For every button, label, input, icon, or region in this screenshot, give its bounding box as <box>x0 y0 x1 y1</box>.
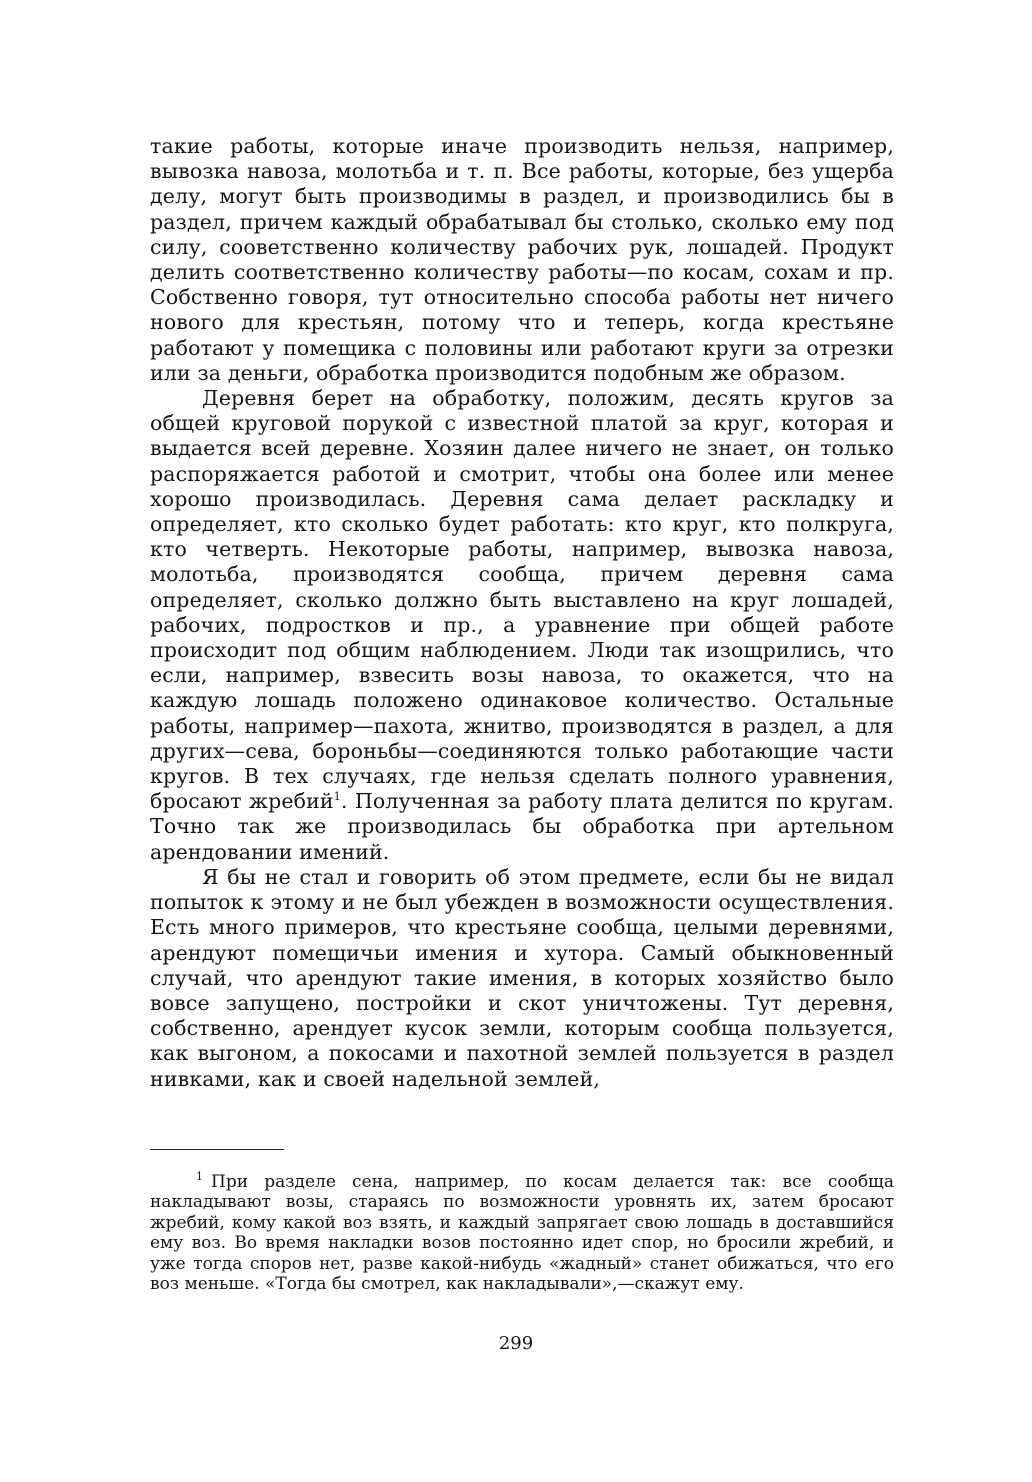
footnote <box>150 1172 894 1294</box>
footnote-reference: 1 <box>333 790 341 804</box>
paragraph-3: Я бы не стал и говорить об этом предмете, если бы не видал попыток к этому и не был убежден в возможности осуществления. Есть много примеров, что крестьяне сообща, целыми деревнями, арендуют помещичьи имения и хутора. Самый обыкновенный случай, что арендуют такие имения, в которых хозяйство было вовсе запущено, постройки и скот уничтожены. Тут деревня, собственно, арендует кусок земли, которым сообща пользуется, как выгоном, а покосами и пахотной землей пользуется в раздел нивками, как и своей надельной землей, <box>150 864 894 1091</box>
page-number: 299 <box>498 1333 534 1354</box>
footnote-mark: 1 <box>196 1170 203 1184</box>
footnote-divider <box>150 1149 284 1150</box>
paragraph-2 <box>150 386 894 865</box>
paragraph-2-part-b: . Полученная за работу плата делится по кругам. Точно так же производилась бы обработка при артельном арендовании имений. <box>150 789 894 864</box>
main-text <box>150 134 894 1092</box>
footnote-paragraph <box>150 1172 894 1294</box>
footnote-text: При разделе сена, например, по косам делается так: все сообща накладывают возы, стараясь по возможности уровнять их, затем бросают жребий, кому какой воз взять, и каждый запрягает свою лошадь в доставшийся ему воз. Во время накладки возов постоянно идет спор, но бросили жребий, и уже тогда споров нет, разве какой-нибудь «жадный» станет обижаться, что его воз меньше. «Тогда бы смотрел, как накладывали»,—скажут ему. <box>150 1172 894 1295</box>
paragraph-2-part-a: Деревня берет на обработку, положим, десять кругов за общей круговой порукой с известной платой за круг, которая и выдается всей деревне. Хозяин далее ничего не знает, он только распоряжается работой и смотрит, чтобы она более или менее хорошо производилась. Деревня сама делает раскладку и определяет, кто сколько будет работать: кто круг, кто полкруга, кто четверть. Некоторые работы, например, вывозка навоза, молотьба, производятся сообща, причем деревня сама определяет, сколько должно быть выставлено на круг лошадей, рабочих, подростков и пр., а уравнение при общей работе происходит под общим наблюдением. Люди так изощрились, что если, например, взвесить возы навоза, то окажется, что на каждую лошадь положено одинаковое количество. Остальные работы, например—пахота, жнитво, производятся в раздел, а для других—сева, бороньбы—соединяются только работающие части кругов. В тех случаях, где нельзя сделать полного уравнения, бросают жребий <box>150 386 894 814</box>
paragraph-1: такие работы, которые иначе производить нельзя, например, вывозка навоза, молотьба и т. п. Все работы, которые, без ущерба делу, могут быть производимы в раздел, и производились бы в раздел, причем каждый обрабатывал бы столько, сколько ему под силу, сооветственно количеству рабочих рук, лошадей. Продукт делить соответственно количеству работы—по косам, сохам и пр. Собственно говоря, тут относительно способа работы нет ничего нового для крестьян, потому что и теперь, когда крестьяне работают у помещика с половины или работают круги за отрезки или за деньги, обработка производится подобным же образом. <box>150 134 894 385</box>
